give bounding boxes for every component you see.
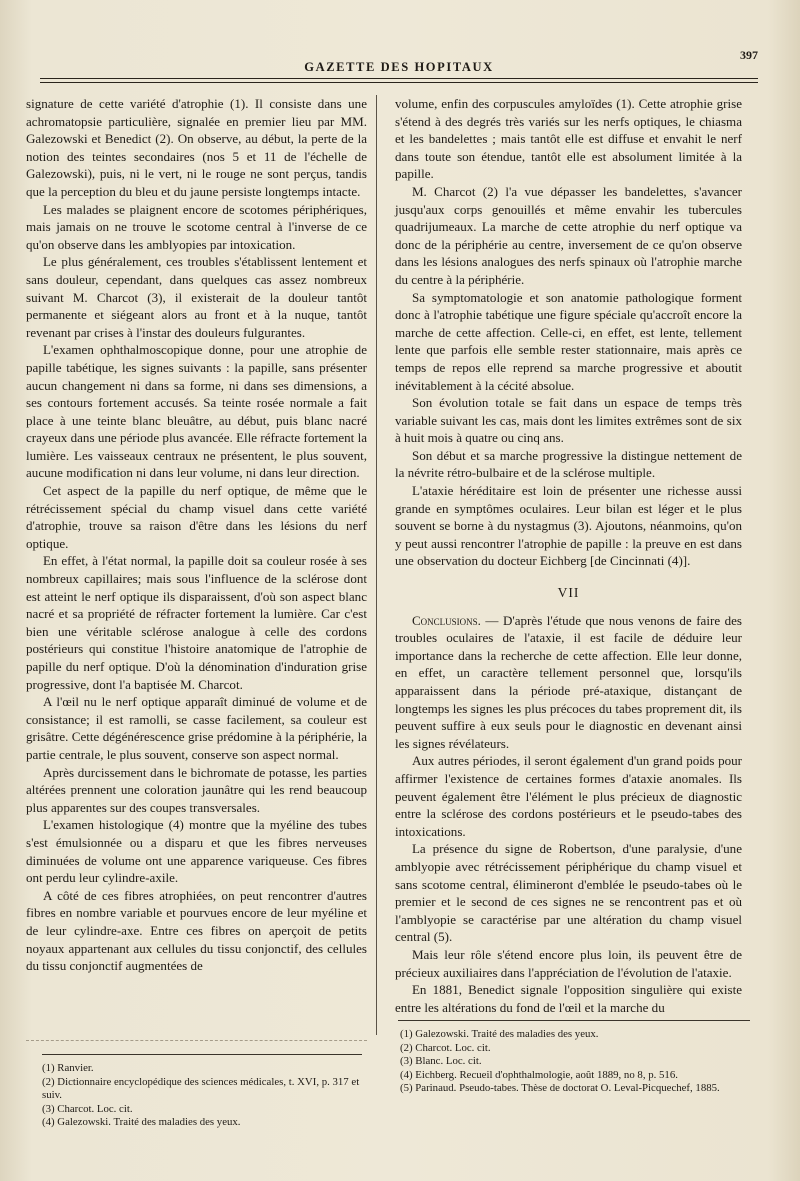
header-rule-double	[40, 82, 758, 83]
paragraph: Son début et sa marche progressive la distingue nettement de la névrite rétro-bulbaire et de la sclérose multiple.	[395, 447, 742, 481]
paragraph: L'examen histologique (4) montre que la myéline des tubes s'est émulsionnée ou a disparu et que les fibres nerveuses diminuées de volume ont une apparence variqueuse. Ces fibres ont perdu leur cylindre-axile.	[26, 817, 367, 886]
footnote: (2) Charcot. Loc. cit.	[400, 1041, 491, 1054]
conclusions-text: — D'après l'étude que nous venons de faire des troubles oculaires de l'ataxie, il est facile de déduire leur importance dans la recherche de cette affection. Elle leur donne, en effet, un caractère tellement personnel que, lorsqu'ils apparaissent dans la période pré-ataxique, distançant de longtemps les signes les plus précoces du tabes proprement dit, ils peuvent suffire à eux seuls pour le diagnostic en devenant ainsi les signes révélateurs.	[395, 612, 742, 751]
paragraph: La présence du signe de Robertson, d'une paralysie, d'une amblyopie avec rétrécissement périphérique du champ visuel et sans scotome central, élimineront d'emblée le pseudo-tabes où le premier et le second de ces signes ne se rencontrent pas et où l'amblyopie se caractérise par une altération du champ visuel central (5).	[395, 841, 742, 945]
left-column	[26, 95, 367, 975]
conclusions-label: Conclusions.	[411, 612, 481, 628]
footnote: (1) Ranvier.	[42, 1062, 94, 1074]
column-divider	[376, 95, 377, 1035]
paragraph: M. Charcot (2) l'a vue dépasser les bandelettes, s'avancer jusqu'aux corps genouillés et même envahir les tubercules quadrijumeaux. La marche de cette atrophie du nerf optique va donc de la périphérie au centre, inversement de ce qu'on observe dans les lésions analogues des nerfs spinaux où l'atrophie marche du centre à la périphérie.	[395, 183, 742, 287]
paragraph: Mais leur rôle s'étend encore plus loin, ils peuvent être de précieux auxiliaires dans l'appréciation de l'évolution de l'ataxie.	[395, 946, 742, 980]
paragraph: En effet, à l'état normal, la papille doit sa couleur rosée à ses nombreux capillaires; mais sous l'influence de la sclérose dont est atteint le nerf optique ils disparaissent, d'où son aspect blanc nacré et sa propriété de réfracter fortement la lumière. Car c'est bien une véritable sclérose analogue à celle des cordons postérieurs qui constitue l'histoire anatomique de l'atrophie de papille du nerf optique. D'où la dénomination d'induration grise progressive, dont l'a baptisée M. Charcot.	[26, 553, 367, 692]
footnote: (4) Eichberg. Recueil d'ophthalmologie, août 1889, no 8, p. 516.	[400, 1068, 678, 1081]
paragraph: Après durcissement dans le bichromate de potasse, les parties altérées prennent une coloration jaunâtre qui les rend beaucoup plus apparentes sur des coupes transversales.	[26, 764, 367, 815]
running-title: GAZETTE DES HOPITAUX	[304, 60, 494, 74]
footnote: (2) Dictionnaire encyclopédique des sciences médicales, t. XVI, p. 317 et suiv.	[42, 1075, 360, 1102]
paragraph: L'ataxie héréditaire est loin de présenter une richesse aussi grande en symptômes oculaires. Leur bilan est léger et le plus souvent se borne à du nystagmus (3). Ajoutons, néanmoins, qu'on y peut aussi rencontrer l'atrophie de papille : la preuve en est dans une observation du docteur Eichberg [de Cincinnati (4)].	[395, 483, 742, 569]
paragraph: Le plus généralement, ces troubles s'établissent lentement et sans douleur, cependant, dans quelques cas assez nombreux suivant M. Charcot (3), il existerait de la douleur tantôt permanente et siégeant alors au front et à la nuque, tantôt revenant par crises à l'instar des douleurs fulgurantes.	[26, 254, 367, 340]
paragraph: volume, enfin des corpuscules amyloïdes (1). Cette atrophie grise s'étend à des degrés très variés sur les nerfs optiques, le chiasma et les bandelettes ; mais tantôt elle est diffuse et envahit le nerf dans toute son étendue, tantôt elle est absolument limitée à la papille.	[395, 96, 742, 182]
page-number: 397	[740, 48, 758, 62]
left-footnotes	[42, 1062, 362, 1130]
paragraph: Aux autres périodes, il seront également d'un grand poids pour affirmer l'existence de certaines formes d'ataxie anomales. Ils peuvent également être l'élément le plus précieux de diagnostic entre la sclérose des cordons postérieurs et le pseudo-tabes des intoxications.	[395, 753, 742, 839]
paragraph: Sa symptomatologie et son anatomie pathologique forment donc à l'atrophie tabétique une figure spéciale qu'accroît encore la marche de cette affection. Celle-ci, en effet, est lente, tellement lente que parfois elle semble rester stationnaire, mais après ce temps de repos elle reprend sa marche progressive et aboutit inévitablement à la cécité absolue.	[395, 289, 742, 393]
footnote: (4) Galezowski. Traité des maladies des yeux.	[42, 1116, 241, 1129]
paragraph: A côté de ces fibres atrophiées, on peut rencontrer d'autres fibres en nombre variable et pourvues encore de leur myéline et de leur cylindre-axe. Entre ces fibres on aperçoit de petits noyaux appartenant aux cellules du tissu conjonctif, des cellules du tissu conjonctif augmentées de	[26, 887, 367, 974]
right-column	[395, 95, 742, 1016]
paragraph: Les malades se plaignent encore de scotomes périphériques, mais jamais on ne trouve le scotome central à l'inverse de ce qu'on observe dans les amblyopies par intoxication.	[26, 201, 367, 252]
section-heading: VII	[557, 585, 580, 601]
conclusions-paragraph	[395, 612, 742, 753]
footnote-rule	[42, 1054, 362, 1055]
footnote: (5) Parinaud. Pseudo-tabes. Thèse de doctorat O. Leval-Picquechef, 1885.	[400, 1082, 720, 1095]
paragraph: A l'œil nu le nerf optique apparaît diminué de volume et de consistance; il est ramolli, se casse facilement, sa couleur est grisâtre. Cette dégénérescence grise prédomine à la périphérie, la partie centrale, le plus souvent, conserve son aspect normal.	[26, 694, 367, 762]
page-header	[40, 48, 758, 88]
paragraph: Son évolution totale se fait dans un espace de temps très variable suivant les cas, mais dont les limites extrêmes sont de six à huit mois à quatre ou cinq ans.	[395, 395, 742, 446]
footnote: (1) Galezowski. Traité des maladies des yeux.	[400, 1028, 599, 1040]
paragraph: signature de cette variété d'atrophie (1). Il consiste dans une achromatopsie particulière, signalée en premier lieu par MM. Galezowski et Benedict (2). On observe, au début, la perte de la notion des teintes secondaires (nos 5 et 11 de l'échelle de Galezowski), puis, ni le vert, ni le rouge ne sont perçus, tandis que la perception du bleu et du jaune persiste longtemps intacte.	[26, 96, 367, 199]
paragraph: En 1881, Benedict signale l'opposition singulière qui existe entre les altérations du fond de l'œil et la marche du	[395, 982, 742, 1015]
header-rule	[40, 78, 758, 79]
column-end-rule	[26, 1040, 367, 1041]
paragraph: L'examen ophthalmoscopique donne, pour une atrophie de papille tabétique, les signes suivants : la papille, sans présenter aucun changement ni dans sa forme, ni dans ses dimensions, a ses contours fortement accusés. Sa teinte rosée normale a fait place à une teinte blanc bleuâtre, au début, puis blanc nacré crayeux dans une période plus avancée. Elle réfracte fortement la lumière. Les vaisseaux centraux ne présentent, le plus souvent, aucune modification ni dans leur volume, ni dans leur direction.	[26, 342, 367, 481]
footnote: (3) Blanc. Loc. cit.	[400, 1055, 482, 1068]
paragraph: Cet aspect de la papille du nerf optique, de même que le rétrécissement spécial du champ visuel dans cette variété d'atrophie, trouve sa raison d'être dans les lésions du nerf optique.	[26, 483, 367, 551]
right-footnotes	[400, 1028, 750, 1096]
footnote: (3) Charcot. Loc. cit.	[42, 1102, 133, 1115]
footnote-rule	[398, 1020, 750, 1021]
